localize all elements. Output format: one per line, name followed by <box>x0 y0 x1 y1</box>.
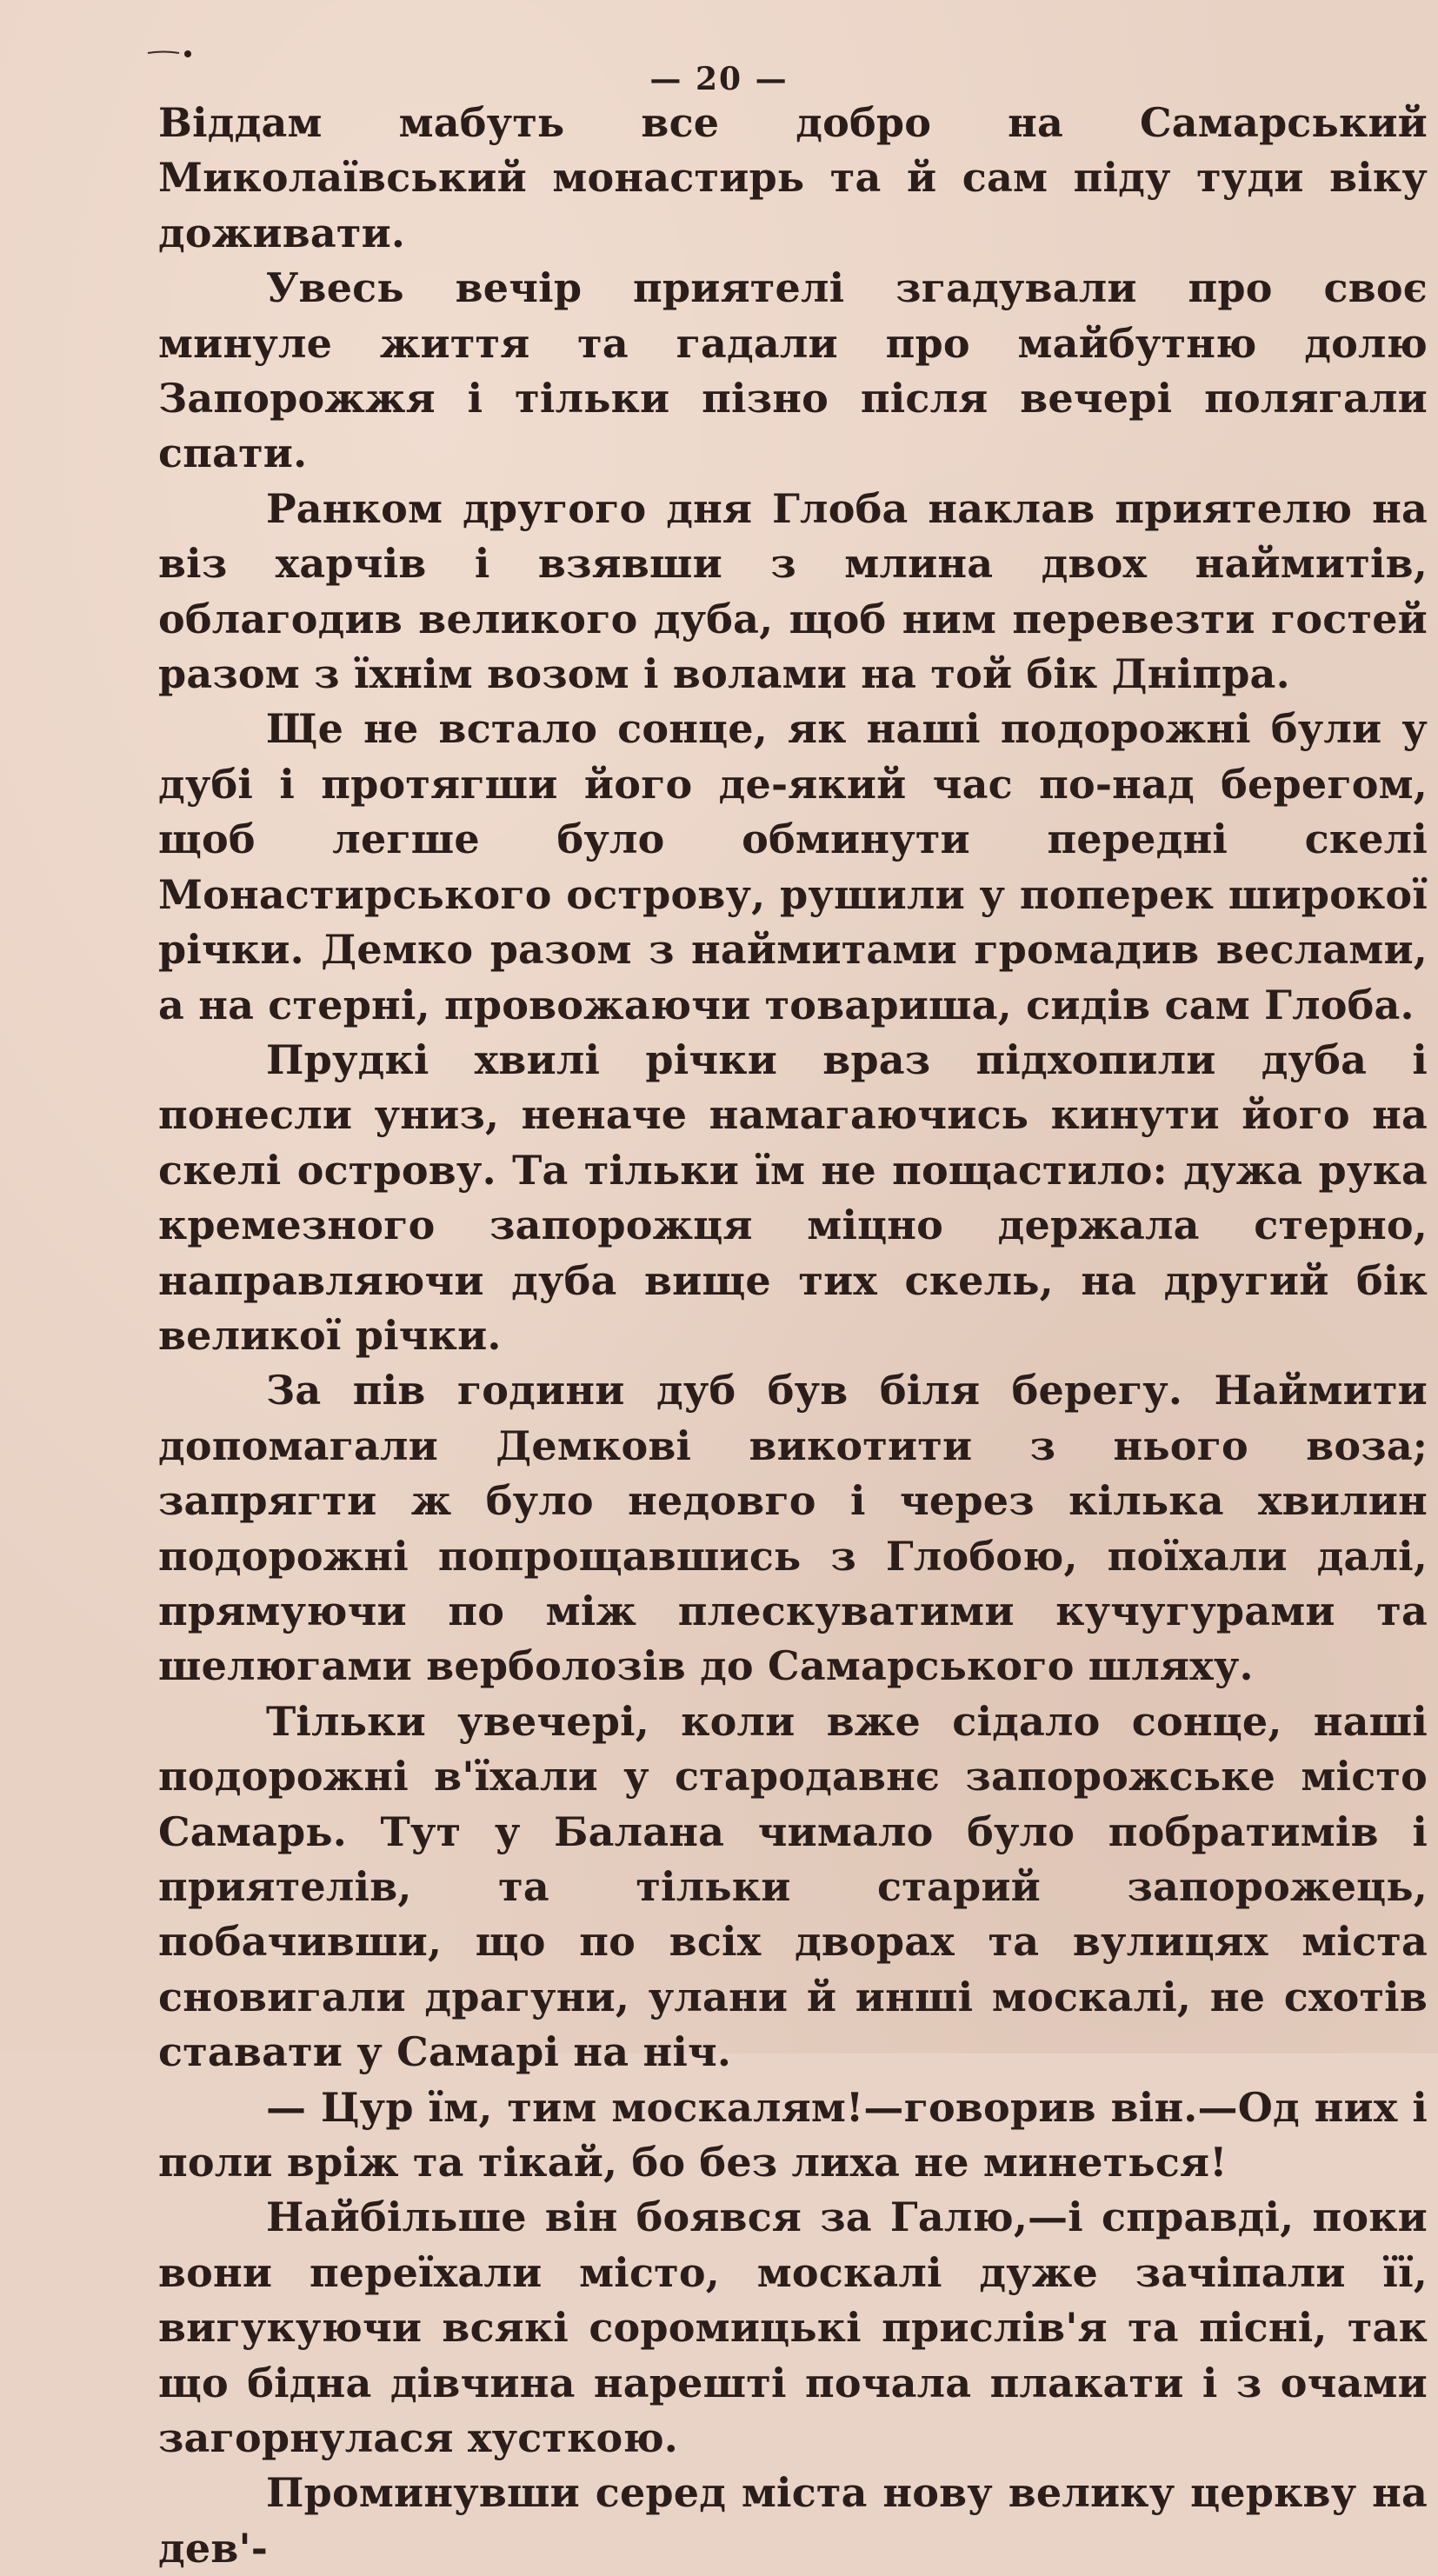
paragraph: Увесь вечір приятелі згадували про своє минуле життя та гадали про майбутню долю Запорожжя і тільки пізно після вечері полягали спати. <box>158 264 1428 477</box>
paragraph: Проминувши серед міста нову велику церкву на дев'- <box>158 2469 1428 2572</box>
page-number: — 20 — <box>649 61 789 97</box>
paragraph: За пів години дуб був біля берегу. Наймити допомагали Демкові викотити з нього воза; запрягти ж було недовго і через кілька хвилин подорожні попрощавшись з Глобою, поїхали далі, прямуючи по між плескуватими кучугурами та шелюгами верболозів до Самарського шляху. <box>158 1367 1428 1690</box>
paragraph: Прудкі хвилі річки враз підхопили дуба і понесли униз, неначе намагаючись кинути його на скелі острову. Та тільки їм не пощастило: дужа рука кремезного запорожця міцно держала стерно, направляючи дуба вище тих скель, на другий бік великої річки. <box>158 1035 1428 1359</box>
paragraph: Віддам мабуть все добро на Самарський Миколаївський монастирь та й сам піду туди віку доживати. <box>158 99 1428 256</box>
paragraph: Ранком другого дня Глоба наклав приятелю на віз харчів і взявши з млина двох наймитів, облагодив великого дуба, щоб ним перевезти гостей разом з їхнім возом і волами на той бік Дніпра. <box>158 484 1428 698</box>
paragraph: Ще не встало сонце, як наші подорожні були у дубі і протягши його де-який час по-над берегом, щоб легше було обминути передні скелі Монастирського острову, рушили у поперек широкої річки. Демко разом з наймитами громадив веслами, а на стерні, провожаючи товариша, сидів сам Глоба. <box>158 705 1428 1028</box>
page-text <box>158 96 1428 2576</box>
paragraph: Найбільше він боявся за Галю,—і справді, поки вони переїхали місто, москалі дуже зачіпали її, вигукуючи всякі соромицькі прислів'я та пісні, так що бідна дівчина нарешті почала плакати і з очами загорнулася хусткою. <box>158 2193 1428 2462</box>
ink-mark <box>146 45 198 56</box>
paragraph: — Цур їм, тим москалям!—говорив він.—Од них і поли вріж та тікай, бо без лиха не минеться! <box>158 2083 1428 2187</box>
paragraph: Тільки увечері, коли вже сідало сонце, наші подорожні в'їхали у стародавнє запорожське місто Самарь. Тут у Балана чимало було побратимів і приятелів, та тільки старий запорожець, побачивши, що по всіх дворах та вулицях міста сновигали драгуни, улани й инші москалі, не схотів ставати у Самарі на ніч. <box>158 1697 1428 2076</box>
